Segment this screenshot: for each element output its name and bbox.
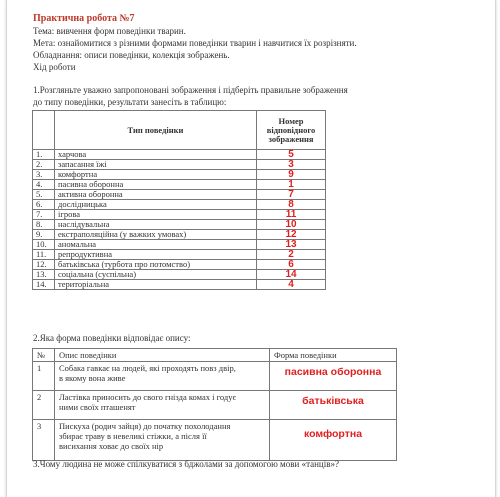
- behavior-type: соціальна (суспільна): [58, 269, 137, 279]
- table-row: [33, 250, 326, 260]
- table-row: [33, 220, 326, 230]
- header-num-cell: №: [33, 349, 55, 362]
- doc-title: Практична робота №7: [33, 13, 135, 24]
- row-number-cell: [33, 190, 55, 200]
- row-number: 6.: [36, 199, 43, 209]
- table-row: [33, 362, 397, 391]
- answer-number-cell: [257, 160, 326, 170]
- behavior-type-cell: [55, 250, 257, 260]
- behavior-form-cell: [270, 391, 397, 420]
- header-form-cell: Форма поведінки: [270, 349, 397, 362]
- answer-number-cell: [257, 210, 326, 220]
- behavior-form-cell: [270, 362, 397, 391]
- behavior-type: наслідувальна: [58, 219, 110, 229]
- row-number: 9.: [36, 229, 43, 239]
- row-number: 2.: [36, 159, 43, 169]
- answer-number: 13: [285, 239, 297, 250]
- behavior-type: дослідницька: [58, 199, 107, 209]
- row-number-cell: [33, 250, 55, 260]
- row-number-cell: [33, 160, 55, 170]
- behavior-type-cell: [55, 230, 257, 240]
- row-number-cell: [33, 260, 55, 270]
- row-number-cell: [33, 280, 55, 290]
- behavior-type: пасивна оборонна: [58, 179, 124, 189]
- behavior-type: репродуктивна: [58, 249, 113, 259]
- behavior-description-cell: [55, 391, 270, 420]
- table-row: [33, 190, 326, 200]
- row-number-cell: [33, 210, 55, 220]
- answer-number-cell: [257, 200, 326, 210]
- table-header-row: [33, 349, 397, 362]
- row-number: 8.: [36, 219, 43, 229]
- behavior-type-cell: [55, 280, 257, 290]
- table-row: [33, 280, 326, 290]
- table-row: [33, 160, 326, 170]
- behavior-description-body: [33, 362, 397, 461]
- task1-instruction-line2: до типу поведінки, результати занесіть в таблицю:: [33, 97, 227, 107]
- behavior-type-cell: [55, 220, 257, 230]
- row-number: 13.: [36, 269, 47, 279]
- description-line: в якому вона живе: [59, 373, 126, 383]
- behavior-type: запасання їжі: [58, 159, 107, 169]
- description-line: ними своїх пташенят: [59, 402, 136, 412]
- answer-number: 8: [288, 199, 294, 210]
- row-number: 7.: [36, 209, 43, 219]
- answer-number: 10: [285, 219, 297, 230]
- answer-number: 2: [288, 249, 294, 260]
- task1-instruction-line1: 1.Розгляньте уважно запропоновані зображення і підберіть правильне зображення: [33, 85, 348, 95]
- behavior-types-table: [32, 110, 326, 290]
- row-number: 3.: [36, 169, 43, 179]
- table-header-row: [33, 111, 326, 150]
- behavior-type: комфортна: [58, 169, 98, 179]
- answer-number-cell: [257, 150, 326, 160]
- behavior-type: харчова: [58, 149, 87, 159]
- row-number-cell: [33, 150, 55, 160]
- behavior-form-answer: батьківська: [302, 395, 364, 407]
- row-number: 3: [33, 420, 55, 461]
- table-row: [33, 260, 326, 270]
- answer-number: 11: [285, 209, 297, 220]
- header-number-line1: Номер: [278, 115, 304, 126]
- answer-number: 14: [285, 269, 297, 280]
- row-number: 10.: [36, 239, 47, 249]
- row-number-cell: [33, 170, 55, 180]
- answer-number: 5: [288, 149, 294, 160]
- answer-number: 6: [288, 259, 294, 270]
- table-row: [33, 391, 397, 420]
- behavior-type-cell: [55, 190, 257, 200]
- description-line: Ластівка приносить до свого гнізда комах і годує: [59, 392, 237, 402]
- behavior-form-answer: комфортна: [303, 428, 363, 440]
- row-number-cell: [33, 230, 55, 240]
- behavior-type: територіальна: [58, 279, 110, 289]
- answer-number-cell: [257, 170, 326, 180]
- behavior-type-cell: [55, 260, 257, 270]
- table-row: [33, 210, 326, 220]
- behavior-type-cell: [55, 200, 257, 210]
- description-line: Пискуха (родич зайця) до початку похолодання: [59, 421, 231, 431]
- table-row: [33, 150, 326, 160]
- table-row: [33, 420, 397, 461]
- row-number-cell: [33, 270, 55, 280]
- header-desc-cell: Опис поведінки: [55, 349, 270, 362]
- behavior-type-cell: [55, 240, 257, 250]
- header-num-cell: [33, 111, 55, 150]
- answer-number: 9: [288, 169, 294, 180]
- answer-number-cell: [257, 220, 326, 230]
- description-line: висихання ховає до своїх нір: [59, 441, 164, 451]
- behavior-type: аномальна: [58, 239, 97, 249]
- behavior-type-cell: [55, 160, 257, 170]
- answer-number: 12: [285, 229, 297, 240]
- table-row: [33, 240, 326, 250]
- answer-number-cell: [257, 190, 326, 200]
- behavior-form-answer: пасивна оборонна: [284, 366, 382, 378]
- behavior-description-cell: [55, 362, 270, 391]
- row-number: 4.: [36, 179, 43, 189]
- row-number: 11.: [36, 249, 47, 259]
- row-number: 5.: [36, 189, 43, 199]
- answer-number-cell: [257, 180, 326, 190]
- header-type-cell: Тип поведінки: [55, 111, 257, 150]
- table-row: [33, 170, 326, 180]
- topic-line: Тема: вивчення форм поведінки тварин.: [33, 26, 186, 36]
- row-number: 14.: [36, 279, 47, 289]
- table-row: [33, 180, 326, 190]
- behavior-form-cell: [270, 420, 397, 461]
- row-number: 1.: [36, 149, 43, 159]
- answer-number: 1: [288, 179, 294, 190]
- behavior-type-cell: [55, 270, 257, 280]
- description-line: Собака гавкає на людей, які проходять повз двір,: [59, 363, 236, 373]
- table-row: [33, 200, 326, 210]
- task3-question: 3.Чому людина не може спілкуватися з бджолами за допомогою мови «танців»?: [33, 459, 339, 469]
- behavior-type-cell: [55, 210, 257, 220]
- behavior-description-table: [32, 348, 397, 461]
- row-number-cell: [33, 200, 55, 210]
- header-number-line2: відповідного: [266, 124, 316, 135]
- answer-number-cell: [257, 230, 326, 240]
- answer-number-cell: [257, 240, 326, 250]
- behavior-type: ігрова: [58, 209, 81, 219]
- table-row: [33, 270, 326, 280]
- behavior-type: активна оборонна: [58, 189, 123, 199]
- table-row: [33, 230, 326, 240]
- row-number-cell: [33, 220, 55, 230]
- header-number-line3: зображення: [268, 133, 314, 144]
- equipment-line: Обладнання: описи поведінки, колекція зображень.: [33, 50, 230, 60]
- behavior-description-cell: [55, 420, 270, 461]
- progress-line: Хід роботи: [33, 62, 76, 72]
- row-number-cell: [33, 240, 55, 250]
- row-number: 1: [33, 362, 55, 391]
- behavior-type-cell: [55, 170, 257, 180]
- goal-line: Мета: ознайомитися з різними формами поведінки тварин і навчитися їх розрізняти.: [33, 38, 357, 48]
- behavior-types-body: [33, 150, 326, 290]
- answer-number: 7: [288, 189, 294, 200]
- row-number: 2: [33, 391, 55, 420]
- row-number-cell: [33, 180, 55, 190]
- answer-number-cell: [257, 270, 326, 280]
- header-number-cell: [257, 111, 326, 150]
- answer-number-cell: [257, 260, 326, 270]
- answer-number-cell: [257, 250, 326, 260]
- row-number: 12.: [36, 259, 47, 269]
- task2-question: 2.Яка форма поведінки відповідає опису:: [33, 333, 191, 343]
- answer-number: 3: [288, 159, 294, 170]
- description-line: збирає траву в невеликі стіжки, а після її: [59, 431, 207, 441]
- answer-number-cell: [257, 280, 326, 290]
- behavior-type: батьківська (турбота про потомство): [58, 259, 191, 269]
- behavior-type: екстраполяційна (у важких умовах): [58, 229, 187, 239]
- answer-number: 4: [288, 279, 294, 290]
- behavior-type-cell: [55, 150, 257, 160]
- behavior-type-cell: [55, 180, 257, 190]
